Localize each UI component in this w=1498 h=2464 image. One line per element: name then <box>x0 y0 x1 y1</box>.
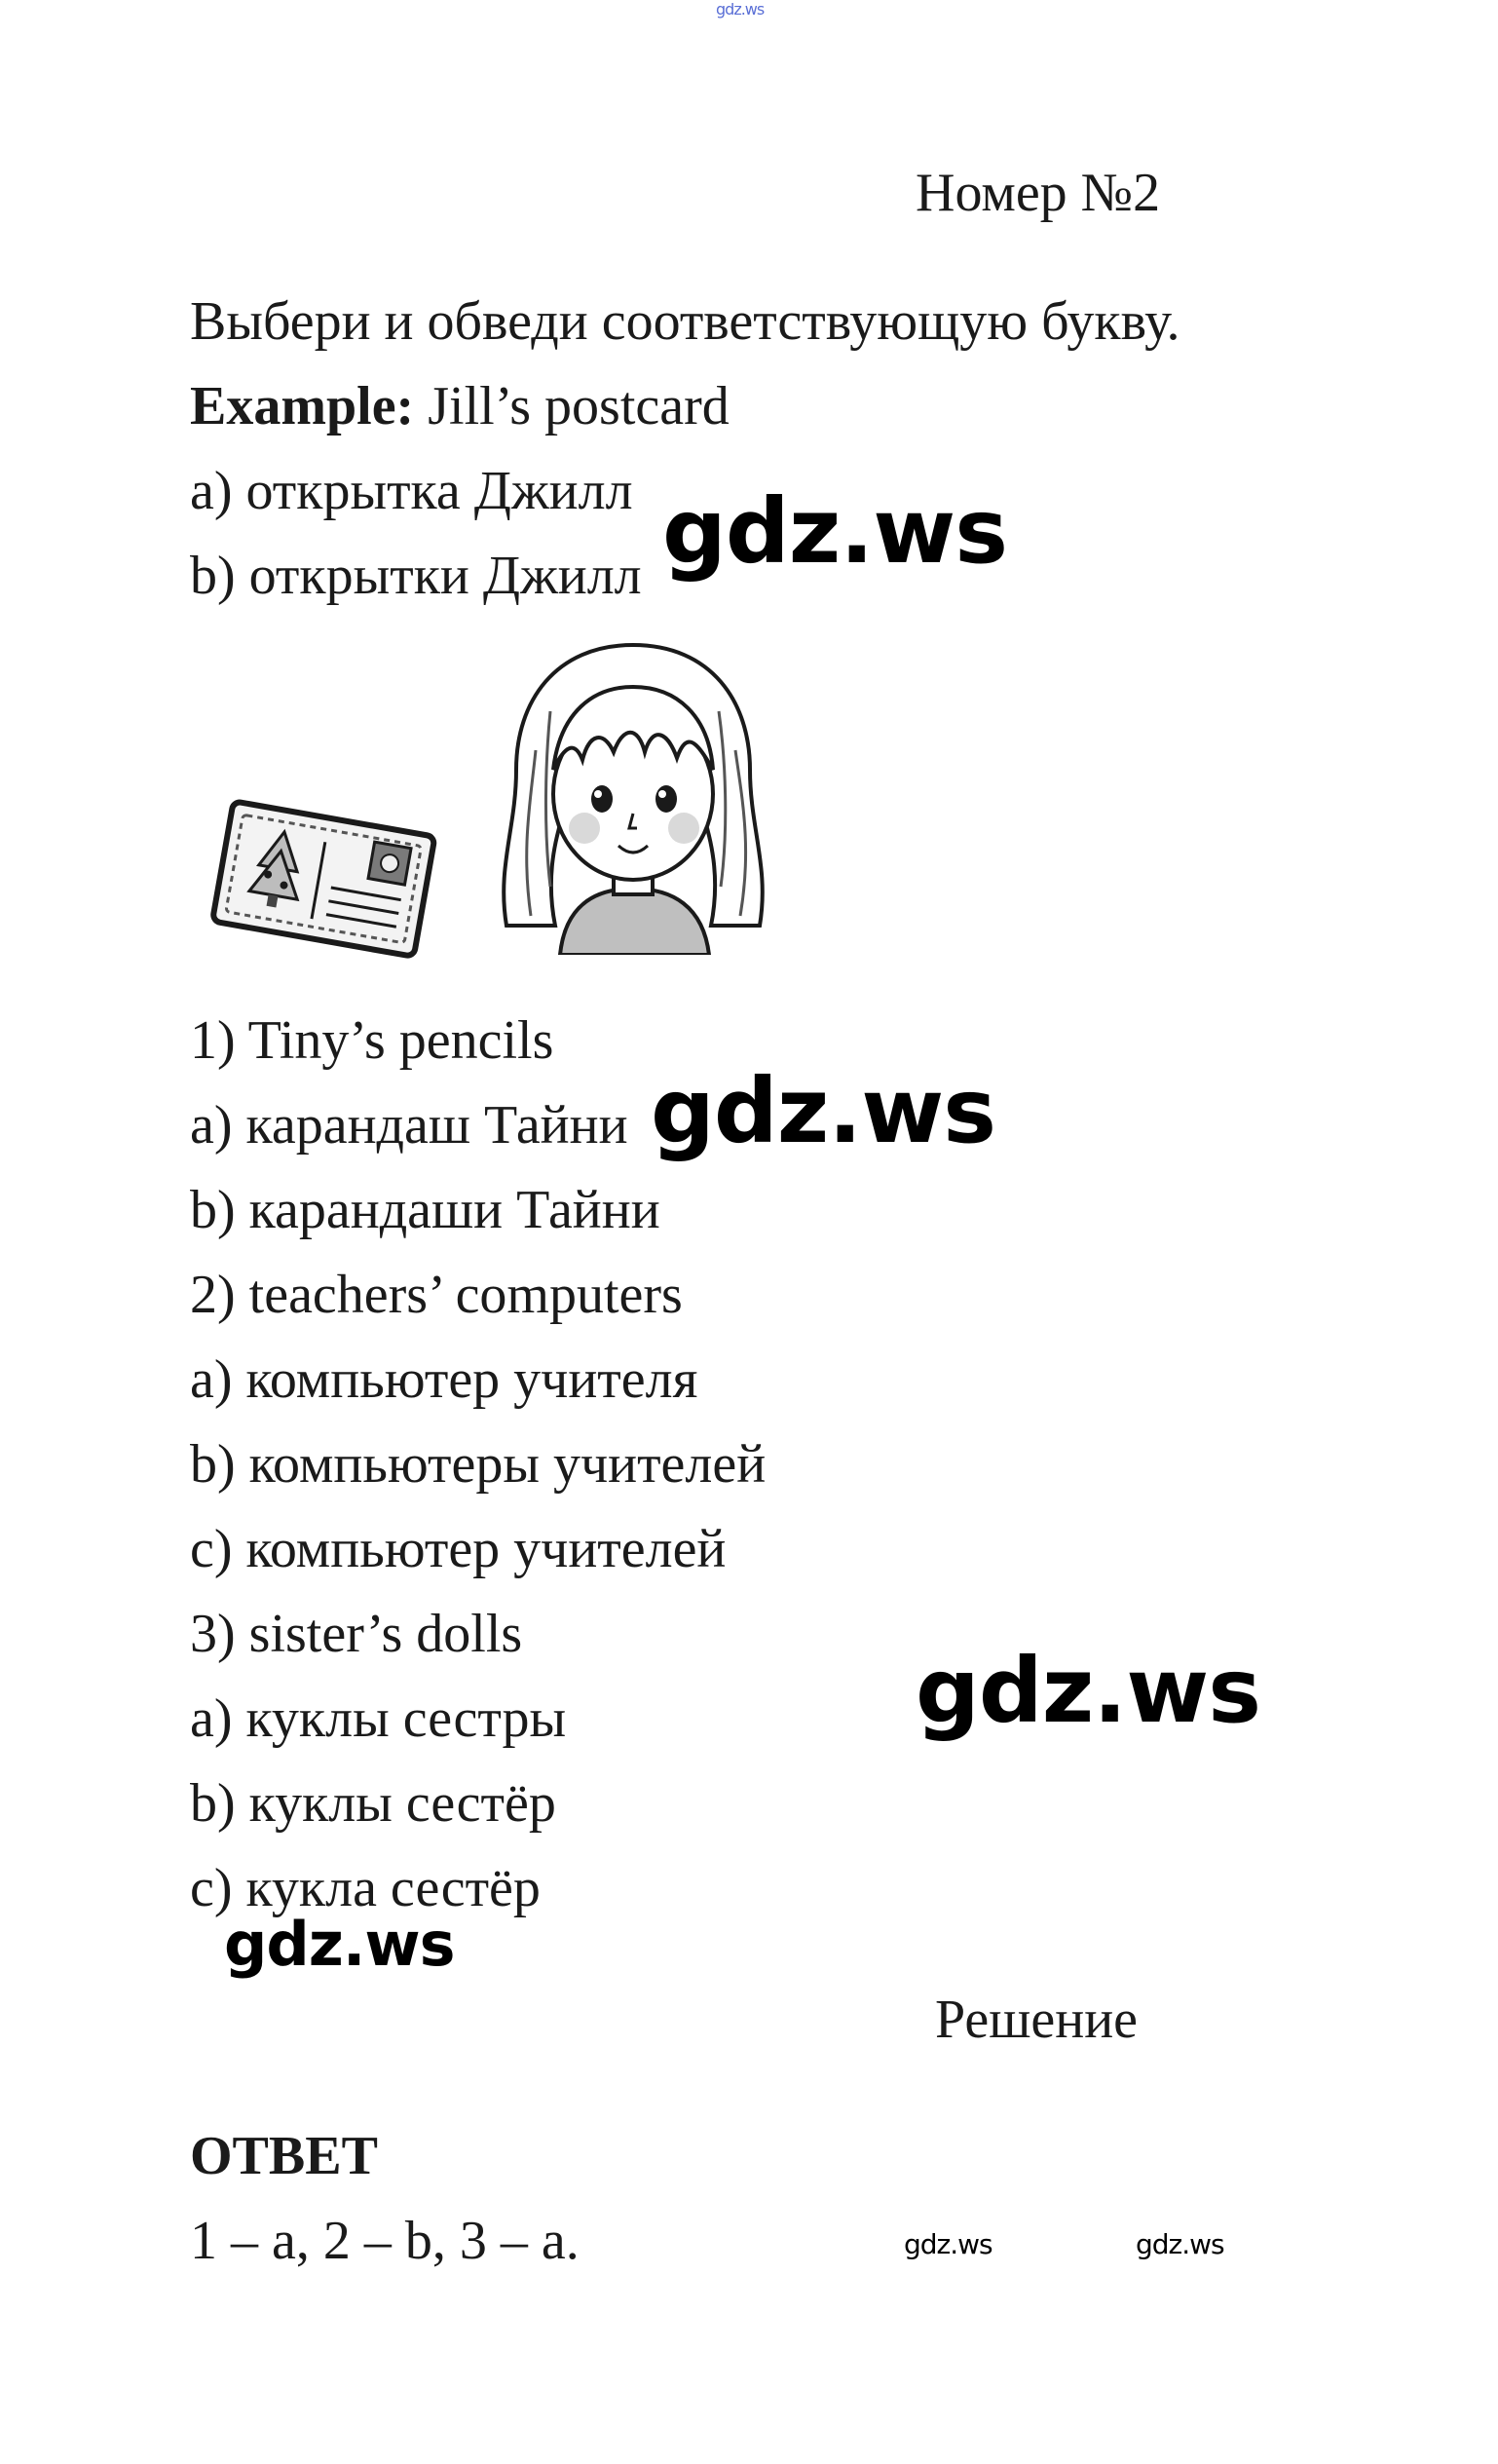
postcard-icon <box>205 789 448 960</box>
task-number: Номер №2 <box>916 163 1161 223</box>
question-1-option-b: b) карандаши Тайни <box>190 1180 660 1240</box>
watermark: gdz.ws <box>662 479 1007 584</box>
watermark: gdz.ws <box>224 1909 455 1980</box>
question-1-title: 1) Tiny’s pencils <box>190 1010 554 1071</box>
question-3-option-b: b) куклы сестёр <box>190 1773 556 1834</box>
watermark: gdz.ws <box>1136 2228 1224 2260</box>
example-option-b: b) открытки Джилл <box>190 546 642 606</box>
example-line <box>190 376 730 436</box>
question-3-option-c: c) кукла сестёр <box>190 1858 541 1918</box>
example-label: Example: <box>190 376 415 436</box>
answer-heading: ОТВЕТ <box>190 2126 378 2186</box>
solution-heading: Решение <box>935 1990 1139 2050</box>
question-2-option-c: c) компьютер учителей <box>190 1519 727 1579</box>
top-watermark: gdz.ws <box>716 0 765 19</box>
girl-icon <box>477 633 789 955</box>
instruction: Выбери и обведи соответствующую букву. <box>190 291 1180 352</box>
watermark: gdz.ws <box>916 1639 1260 1743</box>
example-phrase: Jill’s postcard <box>428 376 730 436</box>
question-1-option-a: a) карандаш Тайни <box>190 1095 628 1156</box>
example-option-a: a) открытка Джилл <box>190 461 633 521</box>
answer-text: 1 – a, 2 – b, 3 – a. <box>190 2211 580 2271</box>
watermark: gdz.ws <box>904 2228 992 2260</box>
question-2-option-b: b) компьютеры учителей <box>190 1434 767 1495</box>
question-3-option-a: a) куклы сестры <box>190 1688 567 1749</box>
question-2-option-a: a) компьютер учителя <box>190 1349 698 1410</box>
watermark: gdz.ws <box>651 1059 995 1163</box>
question-2-title: 2) teachers’ computers <box>190 1265 683 1325</box>
question-3-title: 3) sister’s dolls <box>190 1604 523 1664</box>
